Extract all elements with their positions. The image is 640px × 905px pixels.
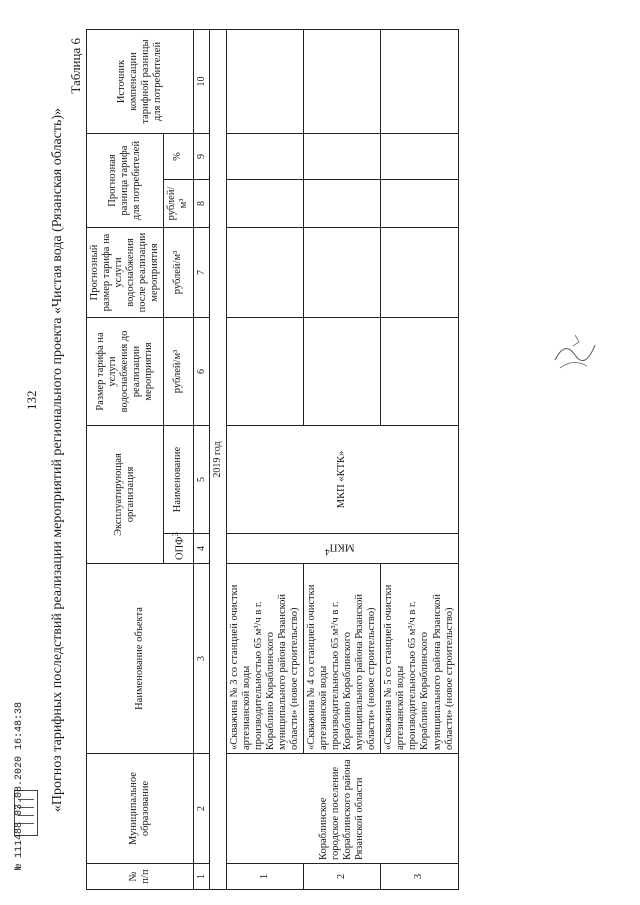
header-municipality: Муниципальное образование [87, 754, 194, 864]
object-cell: «Скважина № 5 со станцией очистки артезианской воды производительностью 65 м³/ч в г. Кораблино Кораблинского муниципального района Рязанской области» (новое строительство) [381, 564, 458, 754]
diff-rub-cell [226, 180, 303, 228]
year-row [210, 30, 227, 890]
header-operator: Эксплуатирующая организация [87, 426, 164, 564]
handwritten-mark [545, 320, 605, 380]
diff-pct-cell [303, 134, 380, 180]
diff-pct-cell [226, 134, 303, 180]
municipality-cell: Кораблинское городское поселение Кораблинского района Рязанской области [226, 754, 458, 864]
source-cell [381, 30, 458, 134]
column-number: 3 [193, 564, 210, 754]
object-cell: «Скважина № 3 со станцией очистки артезианской воды производительностью 65 м³/ч в г. Кораблино Кораблинского муниципального района Рязанской области» (новое строительство) [226, 564, 303, 754]
header-operator-name: Наименование [164, 426, 193, 534]
footer-stamp-text: № 111488 03.08.2020 16:48:38 [14, 701, 25, 870]
opf-cell: МКП$^4$ [226, 534, 458, 564]
column-number: 4 [193, 534, 210, 564]
header-diff: Прогнозная разница тарифа для потребителей [87, 134, 164, 228]
page-number: 132 [24, 390, 39, 410]
object-cell: «Скважина № 4 со станцией очистки артезианской воды производительностью 65 м³/ч в г. Кораблино Кораблинского муниципального района Рязанской области» (новое строительство) [303, 564, 380, 754]
diff-rub-cell [381, 180, 458, 228]
column-number: 6 [193, 318, 210, 426]
column-number: 1 [193, 864, 210, 890]
header-tariff-before-unit: рублей/м³ [164, 318, 193, 426]
document-title: «Прогноз тарифных последствий реализации мероприятий регионального проекта «Чистая вода (Рязанская область)» [50, 107, 65, 813]
row-num: 2 [303, 864, 380, 890]
column-number-row [193, 30, 210, 890]
header-opf: ОПФ$^3$ [164, 534, 193, 564]
header-num: № п/п [87, 864, 194, 890]
header-diff-unit-rub: рублей/м³ [164, 180, 193, 228]
tariff-before-cell [303, 318, 380, 426]
header-tariff-after: Прогнозный размер тарифа на услуги водоснабжения после реализации мероприятия [87, 228, 164, 318]
column-number: 9 [193, 134, 210, 180]
tariff-after-cell [226, 228, 303, 318]
column-number: 7 [193, 228, 210, 318]
column-number: 8 [193, 180, 210, 228]
header-diff-unit-pct: % [164, 134, 193, 180]
tariff-before-cell [381, 318, 458, 426]
column-number: 2 [193, 754, 210, 864]
diff-rub-cell [303, 180, 380, 228]
tariff-after-cell [381, 228, 458, 318]
table-label: Таблица 6 [68, 38, 83, 94]
table-row [226, 30, 303, 890]
header-tariff-after-unit: рублей/м³ [164, 228, 193, 318]
tariff-after-cell [303, 228, 380, 318]
header-source: Источник компенсации тарифной разницы для потребителей [87, 30, 194, 134]
header-tariff-before: Размер тарифа на услуги водоснабжения до реализации мероприятия [87, 318, 164, 426]
column-number: 10 [193, 30, 210, 134]
source-cell [226, 30, 303, 134]
row-num: 1 [226, 864, 303, 890]
year-label: 2019 год [210, 30, 227, 890]
operator-name-cell: МКП «КТК» [226, 426, 458, 534]
row-num: 3 [381, 864, 458, 890]
column-number: 5 [193, 426, 210, 534]
tariff-table [86, 29, 459, 890]
tariff-before-cell [226, 318, 303, 426]
source-cell [303, 30, 380, 134]
header-object: Наименование объекта [87, 564, 194, 754]
diff-pct-cell [381, 134, 458, 180]
header-row-1 [87, 30, 164, 890]
rotated-page-content [50, 30, 459, 890]
